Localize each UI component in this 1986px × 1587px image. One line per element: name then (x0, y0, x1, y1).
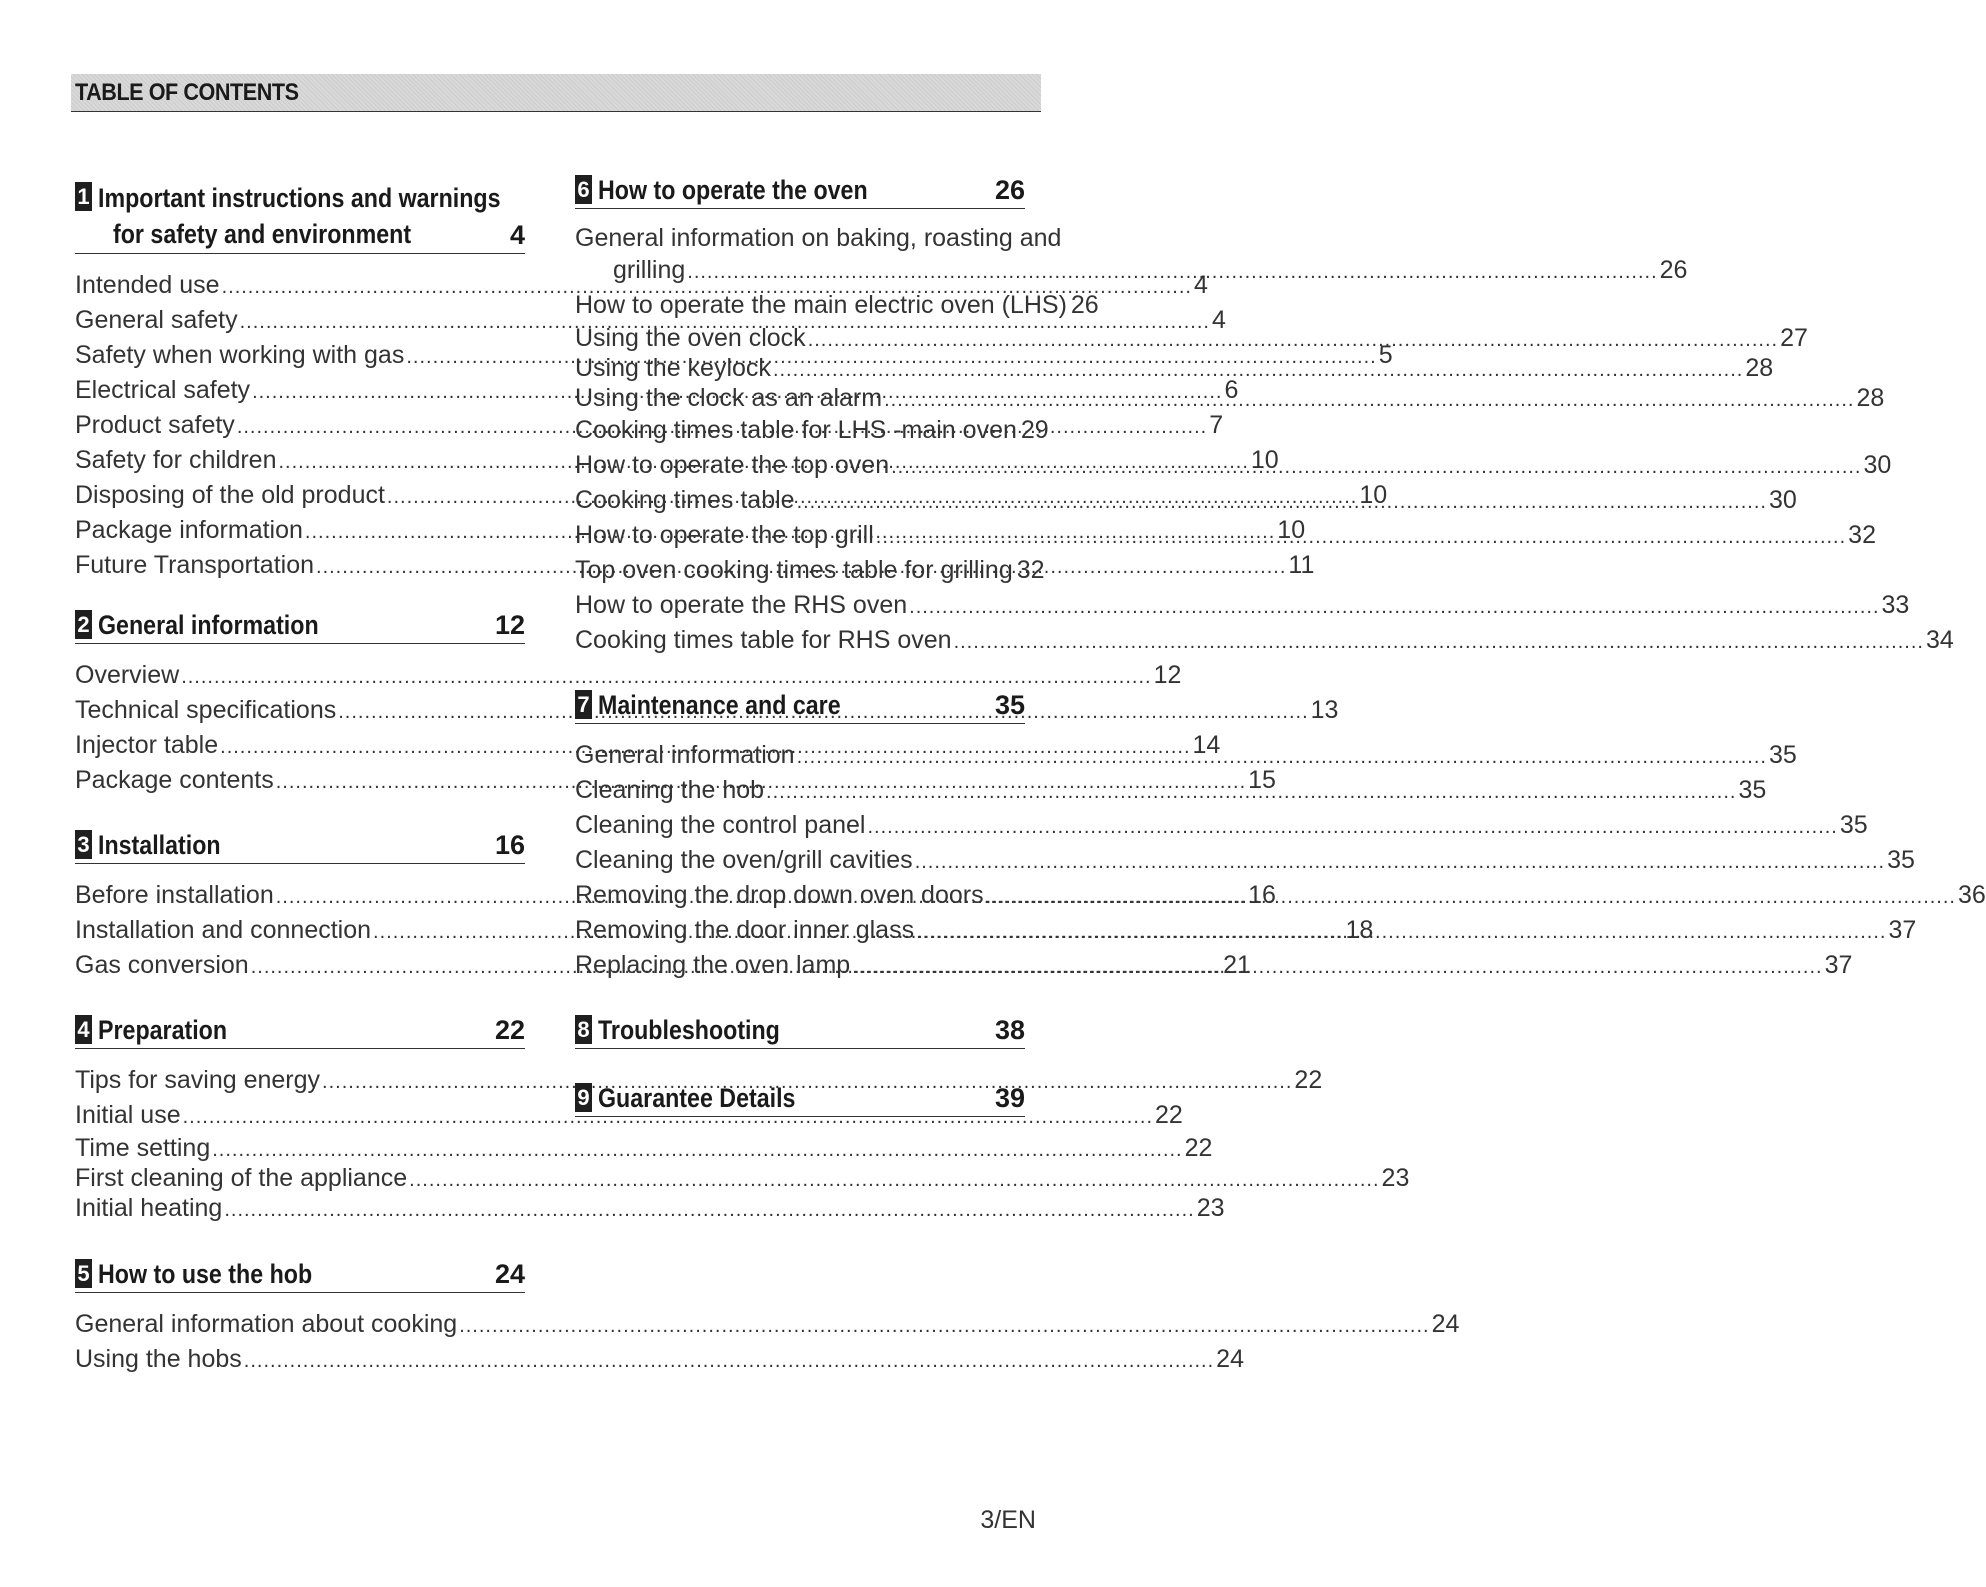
toc-entry-continuation[interactable] (575, 253, 1688, 288)
entry-label: Cooking times table (575, 486, 795, 514)
entry-page: 4 (1211, 306, 1226, 334)
section-title: Guarantee Details (598, 1083, 796, 1113)
entry-label: General information on baking, roasting and (575, 224, 1062, 252)
entry-label: Intended use (75, 271, 220, 299)
leader-dots (954, 625, 1924, 660)
entry-label: Removing the door inner glass (575, 916, 915, 944)
entry-label: Safety when working with gas (75, 341, 405, 369)
section-number-badge: 9 (575, 1083, 592, 1112)
toc-entry[interactable] (75, 1307, 1460, 1342)
section-page-number: 16 (494, 830, 525, 860)
leader-dots (916, 915, 1886, 950)
entry-page: 22 (1155, 1101, 1183, 1129)
entry-label: General information (575, 741, 795, 769)
entry-label: Technical specifications (75, 696, 337, 724)
toc-entry[interactable] (575, 808, 1868, 843)
entry-page: 29 (1020, 416, 1049, 444)
entry-page: 36 (1957, 881, 1986, 909)
toc-entry[interactable] (75, 1163, 1410, 1193)
entry-page: 6 (1224, 376, 1239, 404)
leader-dots (766, 775, 1736, 810)
entry-label: Removing the drop down oven doors (575, 881, 984, 909)
toc-entry[interactable] (575, 323, 1808, 353)
leader-dots (773, 355, 1743, 385)
toc-entry[interactable] (575, 623, 1954, 658)
entry-page: 33 (1881, 591, 1910, 619)
entry-page: 32 (1848, 521, 1876, 549)
entry-page: 28 (1856, 384, 1885, 412)
entry-page: 34 (1925, 626, 1954, 654)
entry-label: How to operate the top grill (575, 521, 874, 549)
section-page-number: 4 (509, 220, 525, 250)
section-4-heading[interactable] (75, 1013, 525, 1049)
entry-page: 23 (1196, 1194, 1225, 1222)
section-number-badge: 3 (75, 830, 92, 859)
toc-entry[interactable] (575, 288, 1099, 323)
entry-label: Cleaning the hob (575, 776, 765, 804)
entry-page: 23 (1381, 1164, 1410, 1192)
section-title: Maintenance and care (598, 690, 841, 720)
entry-page: 35 (1738, 776, 1767, 804)
entry-label: Replacing the oven lamp (575, 951, 851, 979)
entry-page: 7 (1209, 411, 1224, 439)
section-number-badge: 4 (75, 1015, 92, 1044)
entry-page: 13 (1310, 696, 1339, 724)
section-5-entries (75, 1307, 1460, 1377)
entry-label: Top oven cooking times table for grilling (575, 556, 1013, 584)
section-3-heading[interactable] (75, 828, 525, 864)
leader-dots (797, 485, 1767, 520)
section-title: Installation (98, 830, 221, 860)
entry-label: Before installation (75, 881, 274, 909)
leader-dots (409, 1165, 1379, 1195)
entry-page: 14 (1192, 731, 1221, 759)
entry-page: 35 (1768, 741, 1797, 769)
entry-page: 37 (1888, 916, 1917, 944)
entry-label: Using the keylock (575, 354, 771, 382)
entry-label: Cooking times table for RHS oven (575, 626, 952, 654)
entry-label: General safety (75, 306, 238, 334)
section-page-number: 12 (494, 610, 525, 640)
section-2-heading[interactable] (75, 608, 525, 644)
entry-label: How to operate the RHS oven (575, 591, 908, 619)
entry-page: 10 (1250, 446, 1279, 474)
entry-label: How to operate the top oven (575, 451, 890, 479)
toc-entry[interactable] (575, 353, 1774, 383)
leader-dots (224, 1195, 1194, 1225)
toc-entry[interactable] (575, 553, 1045, 588)
entry-label: Initial use (75, 1101, 181, 1129)
section-title: How to use the hob (98, 1259, 313, 1289)
toc-entry[interactable] (75, 1193, 1225, 1223)
entry-label: Package contents (75, 766, 274, 794)
toc-entry[interactable] (75, 658, 1182, 693)
section-6-heading[interactable] (575, 173, 1025, 209)
entry-label: Cleaning the oven/grill cavities (575, 846, 913, 874)
section-title-line2: for safety and environment (113, 219, 412, 249)
section-page-number: 39 (994, 1083, 1025, 1113)
entry-page: 30 (1768, 486, 1797, 514)
leader-dots (808, 325, 1778, 355)
entry-page: 5 (1378, 341, 1393, 369)
entry-page: 30 (1863, 451, 1892, 479)
section-8 (575, 1013, 1025, 1049)
section-number-badge: 7 (575, 690, 592, 719)
entry-label: Product safety (75, 411, 235, 439)
leader-dots (884, 385, 1854, 415)
entry-page: 22 (1294, 1066, 1323, 1094)
section-page-number: 38 (994, 1015, 1025, 1045)
entry-label: Using the hobs (75, 1345, 242, 1373)
section-page-number: 35 (994, 690, 1025, 720)
entry-page: 11 (1288, 551, 1315, 579)
toc-entry[interactable] (75, 1342, 1244, 1377)
entry-page: 24 (1431, 1310, 1460, 1338)
entry-page: 24 (1216, 1345, 1244, 1373)
entry-label: Using the clock as an alarm (575, 384, 883, 412)
entry-page: 26 (1659, 256, 1688, 284)
section-number-badge: 6 (575, 175, 592, 204)
entry-page: 37 (1824, 951, 1853, 979)
entry-label: Cleaning the control panel (575, 811, 866, 839)
section-5 (75, 1257, 1460, 1377)
entry-page: 27 (1780, 324, 1808, 352)
section-title: How to operate the oven (598, 175, 868, 205)
entry-page: 10 (1277, 516, 1306, 544)
entry-label: Safety for children (75, 446, 277, 474)
leader-dots (852, 950, 1822, 985)
section-number-badge: 2 (75, 610, 92, 639)
entry-label: Package information (75, 516, 303, 544)
entry-label: Overview (75, 661, 180, 689)
entry-page: 10 (1359, 481, 1388, 509)
section-5-heading[interactable] (75, 1257, 525, 1293)
entry-label: Installation and connection (75, 916, 372, 944)
entry-label-continuation: grilling (613, 256, 686, 284)
leader-dots (909, 590, 1879, 625)
entry-label: Using the oven clock (575, 324, 806, 352)
section-title: Important instructions and warnings (98, 183, 501, 213)
section-title: Troubleshooting (598, 1015, 780, 1045)
entry-label: Electrical safety (75, 376, 251, 404)
entry-label: Injector table (75, 731, 219, 759)
section-number-badge: 5 (75, 1259, 92, 1288)
entry-page: 4 (1193, 271, 1208, 299)
section-page-number: 26 (994, 175, 1025, 205)
entry-label: Future Transportation (75, 551, 315, 579)
entry-page: 28 (1745, 354, 1774, 382)
section-title: General information (98, 610, 319, 640)
entry-page: 32 (1016, 556, 1045, 584)
leader-dots (915, 845, 1885, 880)
entry-label: Disposing of the old product (75, 481, 385, 509)
leader-dots (986, 880, 1956, 915)
section-9 (575, 1081, 1025, 1117)
leader-dots (876, 520, 1846, 555)
leader-dots (797, 740, 1767, 775)
section-number-badge: 1 (75, 182, 92, 211)
toc-entry[interactable] (575, 383, 1885, 413)
entry-page: 35 (1839, 811, 1868, 839)
toc-entry[interactable] (575, 843, 1915, 878)
section-9-heading[interactable] (575, 1081, 1025, 1117)
section-title: Preparation (98, 1015, 228, 1045)
section-1-heading[interactable] (75, 180, 525, 254)
leader-dots (244, 1344, 1214, 1379)
section-page-number: 22 (494, 1015, 525, 1045)
section-8-heading[interactable] (575, 1013, 1025, 1049)
toc-title: TABLE OF CONTENTS (75, 79, 299, 106)
leader-dots (459, 1309, 1429, 1344)
entry-label: Cooking times table for LHS -main oven (575, 416, 1017, 444)
entry-page: 21 (1223, 951, 1251, 979)
entry-label: Tips for saving energy (75, 1066, 321, 1094)
entry-label: First cleaning of the appliance (75, 1164, 408, 1192)
toc-entry[interactable] (575, 588, 1910, 623)
entry-page: 12 (1153, 661, 1182, 689)
entry-page: 18 (1345, 916, 1374, 944)
leader-dots (212, 1135, 1182, 1165)
section-7-heading[interactable] (575, 688, 1025, 724)
section-number-badge: 8 (575, 1015, 592, 1044)
toc-entry[interactable] (75, 1133, 1213, 1163)
entry-page: 35 (1887, 846, 1915, 874)
leader-dots (891, 450, 1861, 485)
entry-page: 22 (1184, 1134, 1213, 1162)
entry-label: General information about cooking (75, 1310, 458, 1338)
page-number-footer: 3/EN (980, 1506, 1036, 1534)
entry-page: 15 (1248, 766, 1276, 794)
entry-label: How to operate the main electric oven (LHS) (575, 291, 1067, 319)
toc-entry[interactable] (575, 223, 1062, 253)
entry-label: Initial heating (75, 1194, 223, 1222)
toc-header-bar (71, 74, 1041, 112)
leader-dots (687, 255, 1657, 290)
entry-page: 26 (1070, 291, 1099, 319)
entry-label: Gas conversion (75, 951, 249, 979)
toc-entry[interactable] (575, 413, 1049, 448)
entry-page: 16 (1248, 881, 1276, 909)
leader-dots (867, 810, 1837, 845)
section-page-number: 24 (494, 1259, 525, 1289)
entry-label: Time setting (75, 1134, 211, 1162)
